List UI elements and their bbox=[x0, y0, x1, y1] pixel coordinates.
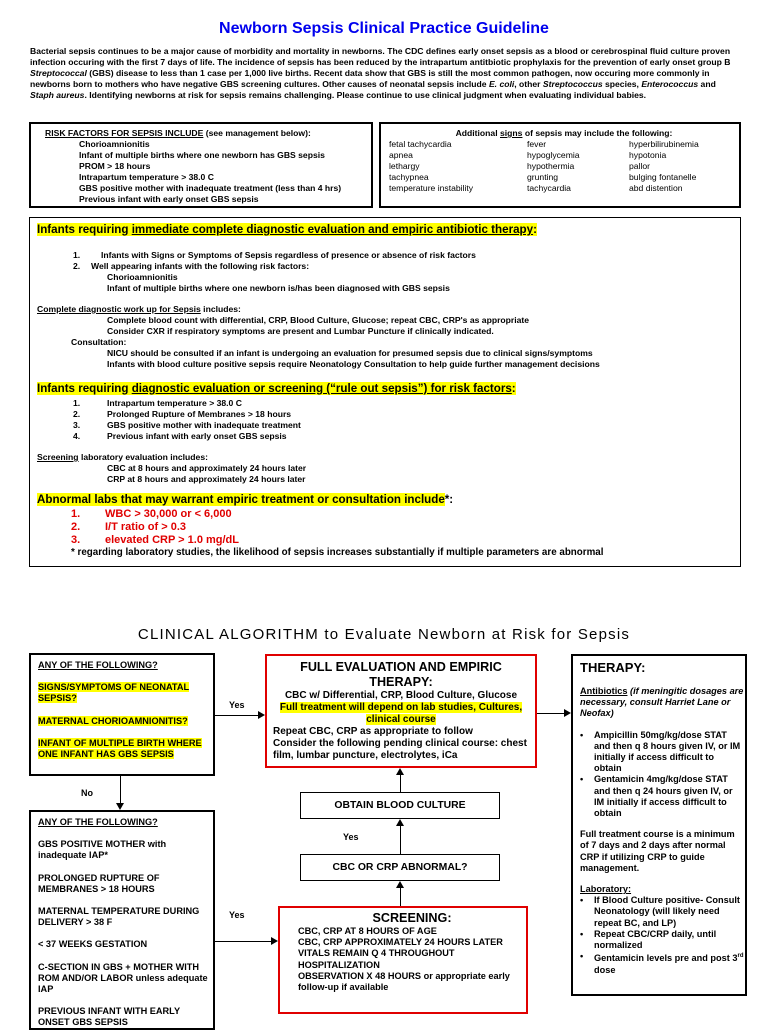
page-title: Newborn Sepsis Clinical Practice Guideline bbox=[219, 20, 549, 37]
connector-line bbox=[215, 941, 271, 942]
immediate-header: Infants requiring immediate complete diagnostic evaluation and empiric antibiotic therapy: bbox=[37, 223, 537, 236]
list-item: GBS positive mother with inadequate treatment (less than 4 hrs) bbox=[79, 183, 342, 193]
risk-factors-list bbox=[45, 139, 371, 205]
list-item: Infant of multiple births where one newborn is/has been diagnosed with GBS sepsis bbox=[107, 283, 450, 293]
course-text: Full treatment course is a minimum of 7 days and 2 days after normal CRP if utilizing CRP to guide management. bbox=[580, 829, 735, 873]
list-item: CBC, CRP APPROXIMATELY 24 HOURS LATER bbox=[298, 937, 503, 948]
list-item: lethargy bbox=[389, 161, 420, 171]
arrow-right-icon bbox=[258, 711, 265, 719]
arrow-right-icon bbox=[271, 937, 278, 945]
connector-line bbox=[215, 715, 258, 716]
connector-line bbox=[537, 713, 564, 714]
list-item: SIGNS/SYMPTOMS OF NEONATAL SEPSIS? bbox=[38, 682, 190, 704]
signs-grid bbox=[389, 139, 739, 194]
abnormal-labs-header: Abnormal labs that may warrant empiric treatment or consultation include*: bbox=[37, 493, 454, 506]
full-evaluation-line: Consider the following pending clinical course: chest film, lumbar puncture, electrolytes, iCa bbox=[273, 738, 527, 761]
list-item: 4. Previous infant with early onset GBS sepsis bbox=[73, 431, 287, 441]
list-item: hypothermia bbox=[527, 161, 575, 171]
list-item: PROLONGED RUPTURE OF MEMBRANES > 18 HOURS bbox=[38, 872, 160, 894]
connector-line bbox=[400, 826, 401, 854]
laboratory-header: Laboratory: bbox=[580, 884, 632, 895]
list-item: • Repeat CBC/CRP daily, until normalized bbox=[580, 928, 717, 951]
full-evaluation-line: Repeat CBC, CRP as appropriate to follow bbox=[273, 726, 473, 737]
cbc-abnormal-box bbox=[300, 854, 500, 881]
arrow-up-icon bbox=[396, 768, 404, 775]
list-item: • If Blood Culture positive- Consult Neonatology (will likely need repeat BC, and LP) bbox=[580, 895, 740, 928]
list-item: MATERNAL TEMPERATURE DURING DELIVERY > 38 F bbox=[38, 906, 200, 928]
list-item: fetal tachycardia bbox=[389, 139, 452, 149]
criteria-header: ANY OF THE FOLLOWING? bbox=[38, 660, 158, 670]
arrow-up-icon bbox=[396, 881, 404, 888]
list-item: • Gentamicin 4mg/kg/dose STAT and then q 24 hours given IV, or IM initially if access difficult to obtain bbox=[580, 774, 733, 819]
cbc-abnormal-label: CBC OR CRP ABNORMAL? bbox=[332, 862, 468, 873]
guideline-box bbox=[29, 217, 741, 567]
signs-col-2 bbox=[527, 139, 629, 194]
list-item: hyperbilirubinemia bbox=[629, 139, 699, 149]
signs-col-3 bbox=[629, 139, 745, 194]
consultation-label: Consultation: bbox=[71, 337, 127, 347]
connector-line bbox=[400, 888, 401, 906]
arrow-up-icon bbox=[396, 819, 404, 826]
list-item: OBSERVATION X 48 HOURS or appropriate early follow-up if available bbox=[298, 970, 510, 993]
arrow-down-icon bbox=[116, 803, 124, 810]
list-item: < 37 WEEKS GESTATION bbox=[38, 939, 148, 950]
list-item: NICU should be consulted if an infant is undergoing an evaluation for presumed sepsis due to clinical signs/symptoms bbox=[107, 348, 593, 358]
list-item: 2. I/T ratio of > 0.3 bbox=[71, 521, 186, 533]
list-item: MATERNAL CHORIOAMNIONITIS? bbox=[38, 715, 188, 726]
antibiotics-header: Antibiotics (if meningitic dosages are necessary, consult Harriet Lane or Neofax) bbox=[580, 686, 744, 719]
full-evaluation-line: Full treatment will depend on lab studies, Cultures, clinical course bbox=[279, 702, 523, 725]
list-item: Intrapartum temperature > 38.0 C bbox=[79, 172, 214, 182]
connector-line bbox=[400, 775, 401, 792]
list-item: tachypnea bbox=[389, 172, 429, 182]
risk-factors-box bbox=[29, 122, 373, 208]
list-item: hypoglycemia bbox=[527, 150, 580, 160]
list-item: PREVIOUS INFANT WITH EARLY ONSET GBS SEPSIS bbox=[38, 1006, 180, 1028]
list-item: • Ampicillin 50mg/kg/dose STAT and then q 8 hours given IV, or IM initially if access difficult to obtain bbox=[580, 729, 741, 774]
list-item: • Gentamicin levels pre and post 3rd dose bbox=[580, 951, 744, 975]
list-item: CRP at 8 hours and approximately 24 hours later bbox=[107, 474, 306, 484]
workup-section bbox=[37, 304, 733, 370]
yes-label: Yes bbox=[343, 832, 359, 842]
yes-label: Yes bbox=[229, 910, 245, 920]
risk-factors-header: RISK FACTORS FOR SEPSIS INCLUDE (see management below): bbox=[45, 128, 311, 138]
immediate-list bbox=[37, 250, 733, 294]
list-item: Consider CXR if respiratory symptoms are present and Lumbar Puncture if clinically indicated. bbox=[107, 326, 494, 336]
list-item: tachycardia bbox=[527, 183, 571, 193]
list-item: CBC at 8 hours and approximately 24 hours later bbox=[107, 463, 307, 473]
signs-col-1 bbox=[389, 139, 527, 194]
list-item: Previous infant with early onset GBS sepsis bbox=[79, 194, 259, 204]
screening-labs bbox=[37, 452, 733, 485]
connector-line bbox=[120, 776, 121, 803]
yes-label: Yes bbox=[229, 700, 245, 710]
full-evaluation-box bbox=[265, 654, 537, 768]
list-item: fever bbox=[527, 139, 547, 149]
list-item: 3. elevated CRP > 1.0 mg/dL bbox=[71, 534, 239, 546]
no-label: No bbox=[81, 788, 93, 798]
criteria-box-1 bbox=[29, 653, 215, 776]
screening-labs-header: Screening laboratory evaluation includes: bbox=[37, 452, 208, 462]
blood-culture-label: OBTAIN BLOOD CULTURE bbox=[334, 800, 466, 811]
list-item: abd distention bbox=[629, 183, 683, 193]
list-item: CBC, CRP AT 8 HOURS OF AGE bbox=[298, 926, 437, 936]
list-item: Infants with blood culture positive sepsis require Neonatology Consultation to help guide further management decisions bbox=[107, 359, 600, 369]
signs-header: Additional signs of sepsis may include the following: bbox=[455, 128, 673, 138]
list-item: apnea bbox=[389, 150, 413, 160]
list-item: Chorioamnionitis bbox=[107, 272, 178, 282]
list-item: grunting bbox=[527, 172, 559, 182]
list-item: pallor bbox=[629, 161, 651, 171]
list-item: hypotonia bbox=[629, 150, 667, 160]
therapy-title: THERAPY: bbox=[580, 660, 646, 675]
screening-box bbox=[278, 906, 528, 1014]
abnormal-labs-note: * regarding laboratory studies, the likelihood of sepsis increases substantially if multiple parameters are abnormal bbox=[71, 547, 604, 558]
list-item: 1. Intrapartum temperature > 38.0 C bbox=[73, 398, 242, 408]
list-item: C-SECTION IN GBS + MOTHER WITH ROM AND/OR LABOR unless adequate IAP bbox=[38, 961, 208, 995]
blood-culture-box bbox=[300, 792, 500, 819]
list-item: GBS POSITIVE MOTHER with inadequate IAP* bbox=[38, 839, 167, 861]
full-evaluation-line: CBC w/ Differential, CRP, Blood Culture, Glucose bbox=[284, 690, 518, 701]
list-item: 1. WBC > 30,000 or < 6,000 bbox=[71, 508, 232, 520]
workup-header: Complete diagnostic work up for Sepsis includes: bbox=[37, 304, 241, 314]
list-item: Chorioamnionitis bbox=[79, 139, 150, 149]
list-item: Complete blood count with differential, CRP, Blood Culture, Glucose; repeat CBC, CRP's as appropriate bbox=[107, 315, 530, 325]
list-item: 1. Infants with Signs or Symptoms of Sepsis regardless of presence or absence of risk factors bbox=[73, 250, 476, 260]
intro-paragraph: Bacterial sepsis continues to be a major cause of morbidity and mortality in newborns. The CDC defines early onset sepsis as a blood or cerebrospinal fluid culture proven infection occuring with the first 7 days of life. The incidence of sepsis has been reduced by the intrapartum antitbiotic prophylaxis for the prevention of early onset group B Streptococcal (GBS) disease to less than 1 case per 1,000 live births. Recent data show that GBS is still the most common pathogen, now occuring more commonly in newborns born to mothers who have negative GBS screening cultures. Other causes of neonatal sepsis include E. coli, other Streptococcus species, Enterococcus and Staph aureus. Identifying newborns at risk for sepsis remains challenging. Please continue to use clinical judgment when evaluating individual babies. bbox=[30, 46, 731, 100]
list-item: VITALS REMAIN Q 4 THROUGHOUT HOSPITALIZATION bbox=[298, 948, 455, 970]
criteria-box-2 bbox=[29, 810, 215, 1030]
list-item: 3. GBS positive mother with inadequate treatment bbox=[73, 420, 301, 430]
screening-title: SCREENING: bbox=[372, 911, 452, 925]
list-item: 2. Well appearing infants with the following risk factors: bbox=[73, 261, 310, 271]
screening-header: Infants requiring diagnostic evaluation or screening (“rule out sepsis”) for risk factors: bbox=[37, 382, 516, 395]
list-item: temperature instability bbox=[389, 183, 474, 193]
list-item: bulging fontanelle bbox=[629, 172, 697, 182]
arrow-right-icon bbox=[564, 709, 571, 717]
therapy-box bbox=[571, 654, 747, 996]
list-item: 2. Prolonged Rupture of Membranes > 18 hours bbox=[73, 409, 292, 419]
criteria-header: ANY OF THE FOLLOWING? bbox=[38, 817, 158, 827]
list-item: INFANT OF MULTIPLE BIRTH WHERE ONE INFANT HAS GBS SEPSIS bbox=[38, 737, 202, 760]
algorithm-title: CLINICAL ALGORITHM to Evaluate Newborn at Risk for Sepsis bbox=[137, 626, 631, 643]
signs-box bbox=[379, 122, 741, 208]
list-item: Infant of multiple births where one newborn has GBS sepsis bbox=[79, 150, 325, 160]
list-item: PROM > 18 hours bbox=[79, 161, 151, 171]
abnormal-labs-list bbox=[37, 508, 733, 547]
full-evaluation-title: FULL EVALUATION AND EMPIRIC THERAPY: bbox=[300, 660, 502, 689]
screening-list bbox=[37, 398, 733, 442]
